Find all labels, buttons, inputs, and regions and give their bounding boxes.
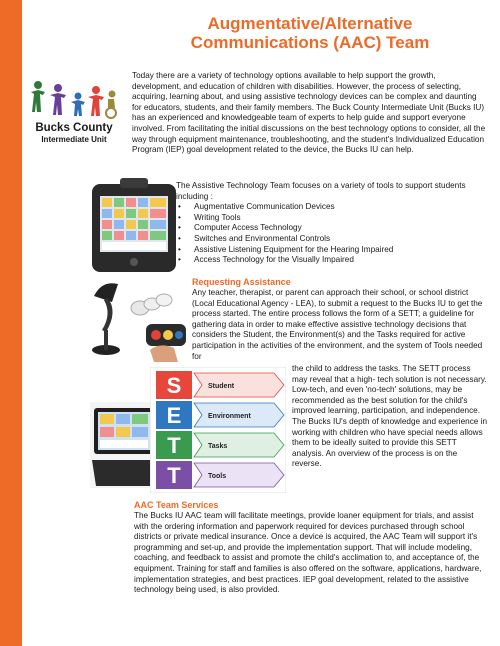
sett-label-tasks: Tasks (208, 443, 228, 450)
list-item: • Writing Tools (176, 213, 476, 224)
bucks-county-logo (28, 78, 120, 145)
sett-chevrons (150, 367, 286, 493)
logo-text-county: Bucks County (35, 122, 113, 134)
requesting-paragraph-1: Any teacher, therapist, or parent can approach their school, or school district (Local Educational Agency - LEA), to submit a request to the Bucks IU to get the process started. The entire process follows the form of a SETT; a guideline for gathering data in order to make effective assistive technology decisions that considers the Student, the Environment(s) and the Tasks required for active participation in the activities of the environment, and the system of Tools needed for (192, 288, 483, 361)
intro-paragraph: Today there are a variety of technology options available to help support the growth, development, and education of children with disabilities. However, the process of selecting, acquiring, learning about, and using assistive technology devices can be complex and daunting for educators, students, and their family members. The Buck County Intermediate Unit (Bucks IU) has an experienced and knowledgeable team of experts to help guide and support everyone involved. From facilitating the initial discussions on the best technology options to consider, all the way through equipment maintenance, troubleshooting, and the student's Individualized Education Program (IEP) goal development related to the device, the Bucks IU can help. (132, 71, 486, 155)
sett-label-student: Student (208, 383, 235, 390)
sett-letter-e: E (166, 403, 182, 428)
list-item: • Switches and Environmental Controls (176, 234, 476, 245)
team-focus-section (176, 181, 476, 266)
aac-device-image (90, 178, 178, 278)
orange-side-bar (0, 0, 22, 646)
list-item: • Assistive Listening Equipment for the Hearing Impaired (176, 245, 476, 256)
aac-services-heading: AAC Team Services (134, 500, 219, 510)
requesting-paragraph-2: the child to address the tasks. The SETT process may reveal that a high- tech solution is not necessary. Low-tech, and even 'no-tech' solutions, may be recommended as the best solution for the child's improved learning, participation, and independence. The Bucks IU's depth of knowledge and experience in working with children who have special needs allows them to be ideally suited to provide this SETT analysis. An overview of the process is on the reverse. (292, 364, 487, 469)
tools-list (176, 202, 476, 266)
logo-text-unit: Intermediate Unit (41, 135, 107, 144)
sett-label-environment: Environment (208, 413, 251, 420)
sett-letter-s: S (166, 373, 182, 398)
title-line-1: Augmentative/Alternative (207, 14, 413, 33)
team-intro: The Assistive Technology Team focuses on a variety of tools to support students including : (176, 181, 466, 201)
page-title (140, 14, 480, 52)
sett-label-tools: Tools (208, 473, 227, 480)
sett-letter-t-tools: T (167, 463, 181, 488)
list-item: • Computer Access Technology (176, 223, 476, 234)
people-figures-icon (28, 78, 120, 120)
sett-letter-t-tasks: T (167, 433, 181, 458)
tablet-device-image (90, 402, 156, 488)
aac-services-paragraph: The Bucks IU AAC team will facilitate meetings, provide loaner equipment for trials, and assist with the ordering information and paperwork required for devices purchased through school districts or private medical insurance. Once a device is acquired, the AAC Team will support it's programming and set-up, and provide the implementation support. That will include modeling, coaching, and feedback to assist and promote the child's acclimation to, and acceptance of, the equipment. Training for staff and families is also offered on the software, applications, hardware, implementation strategies, and best practices. IEP goal development, related to the assistive technology being used, is also provided. (134, 511, 482, 595)
requesting-assistance-heading: Requesting Assistance (192, 277, 291, 287)
sett-diagram (150, 367, 286, 493)
lamp-and-switches-image (88, 272, 188, 364)
title-line-2: Communications (AAC) Team (190, 33, 430, 52)
list-item: • Access Technology for the Visually Impaired (176, 255, 476, 266)
list-item: • Augmentative Communication Devices (176, 202, 476, 213)
